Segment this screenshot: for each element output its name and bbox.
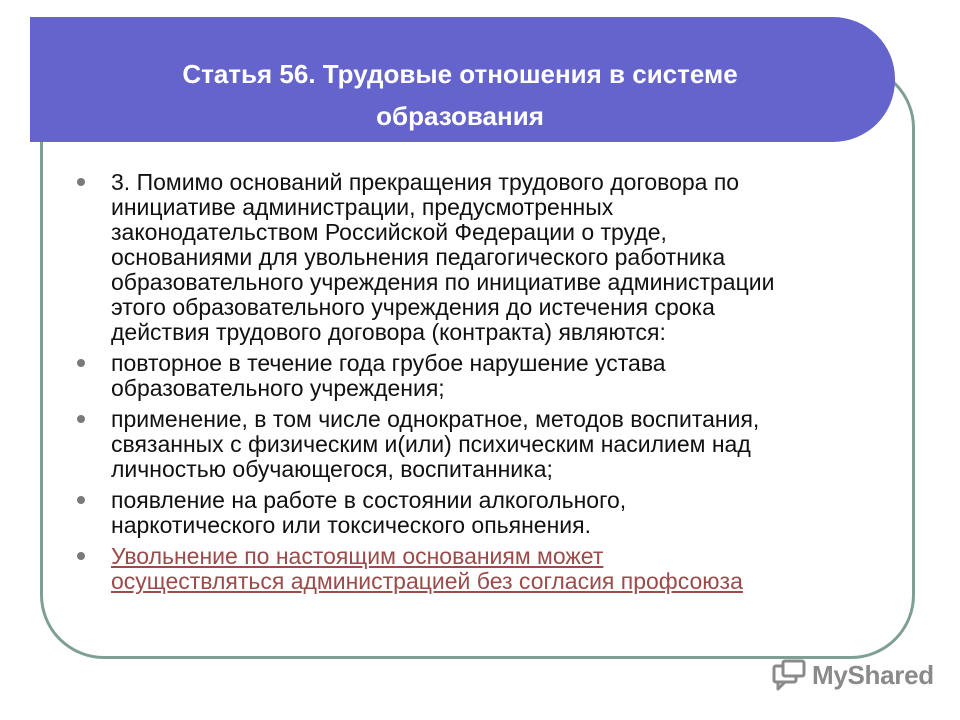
title-underline [60, 144, 880, 148]
bullet-link-line[interactable]: осуществляться администрацией без согласия профсоюза [111, 568, 743, 594]
myshared-logo-icon [772, 659, 806, 691]
bullet-item [73, 351, 903, 401]
slide-title-line: Статья 56. Трудовые отношения в системе [182, 59, 738, 89]
bullet-line: действия трудового договора (контракта) являются: [111, 319, 666, 345]
bullet-item [73, 170, 903, 345]
bullet-line: 3. Помимо оснований прекращения трудового договора по [111, 169, 740, 195]
bullet-item [73, 488, 903, 538]
myshared-watermark [772, 657, 934, 693]
bullet-line: образовательного учреждения по инициативе администрации [111, 269, 775, 295]
bullet-dot-icon [77, 359, 85, 367]
bullet-list [73, 170, 903, 600]
bullet-dot-icon [77, 415, 85, 423]
bullet-dot-icon [77, 178, 85, 186]
bullet-dot-icon [77, 552, 85, 560]
bullet-line: личностью обучающегося, воспитанника; [111, 456, 553, 482]
bullet-line: применение, в том числе однократное, методов воспитания, [111, 406, 760, 432]
bullet-line: этого образовательного учреждения до истечения срока [111, 294, 715, 320]
bullet-line: наркотического или токсического опьянения. [111, 512, 591, 538]
bullet-line: законодательством Российской Федерации о труде, [111, 219, 667, 245]
bullet-line: появление на работе в состоянии алкогольного, [111, 487, 627, 513]
bullet-line: повторное в течение года грубое нарушение устава [111, 350, 666, 376]
title-banner [30, 17, 895, 142]
dismissal-note-link[interactable] [111, 544, 903, 594]
bullet-dot-icon [77, 496, 85, 504]
slide-title-line: образования [376, 101, 544, 131]
bullet-line: связанных с физическим и(или) психическим насилием над [111, 431, 751, 457]
bullet-line: основаниями для увольнения педагогического работника [111, 244, 726, 270]
bullet-line: образовательного учреждения; [111, 375, 445, 401]
bullet-item-link[interactable] [73, 544, 903, 594]
bullet-link-line[interactable]: Увольнение по настоящим основаниям может [111, 543, 604, 569]
bullet-item [73, 407, 903, 482]
watermark-label: MyShared [812, 659, 934, 690]
bullet-line: инициативе администрации, предусмотренных [111, 194, 614, 220]
slide-title [60, 53, 860, 137]
